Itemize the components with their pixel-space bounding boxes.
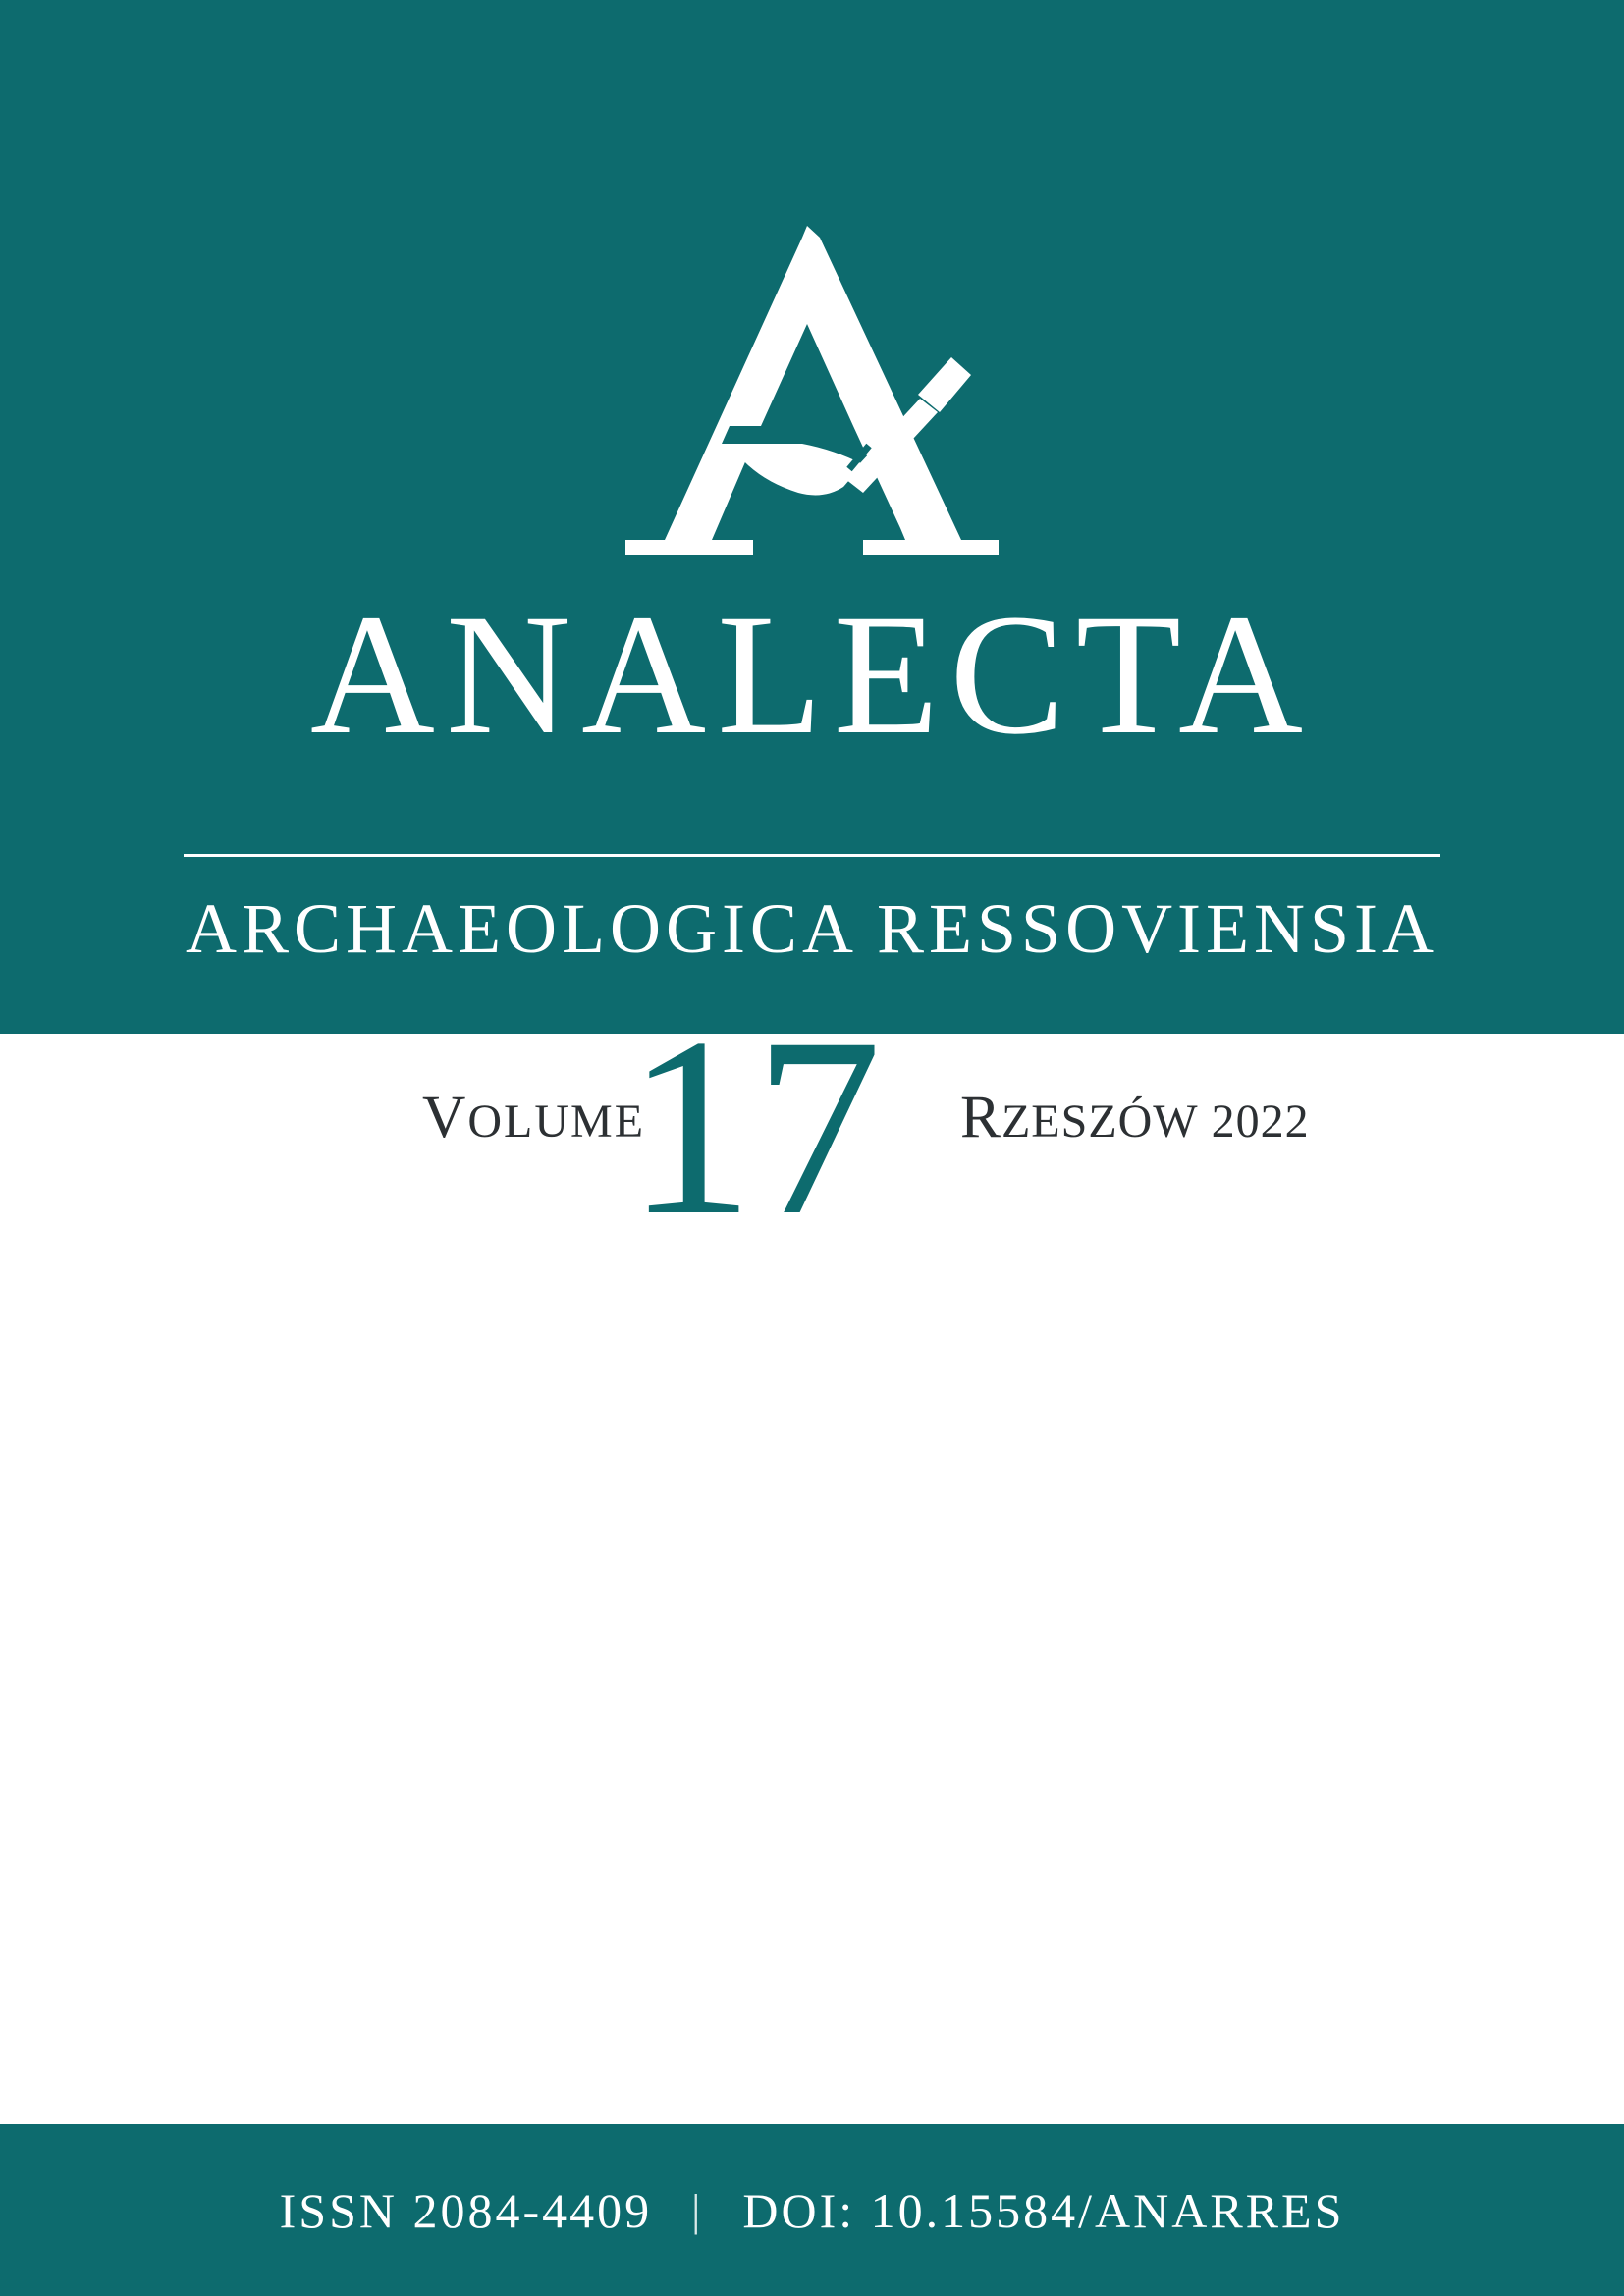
journal-logo	[0, 206, 1624, 599]
issn-text: ISSN 2084-4409	[279, 2182, 653, 2238]
cover-footer-banner	[0, 2124, 1624, 2296]
place-and-year	[960, 1083, 1310, 1152]
journal-subtitle: ARCHAEOLOGICA RESSOVIENSIA	[185, 889, 1439, 968]
volume-label-rest: OLUME	[467, 1095, 646, 1148]
footer-separator: |	[691, 2185, 704, 2235]
journal-title: ANALECTA	[309, 579, 1315, 771]
publication-year: 2022	[1211, 1095, 1310, 1148]
place-initial: R	[960, 1084, 1001, 1150]
doi-text: DOI: 10.15584/ANARRES	[742, 2182, 1345, 2238]
place-rest: ZESZÓW	[1001, 1095, 1199, 1148]
volume-block	[0, 986, 1624, 1315]
letter-a-with-trowel-icon	[606, 216, 1018, 589]
volume-number: 17	[626, 986, 882, 1268]
footer-identifiers	[0, 2124, 1624, 2296]
volume-label	[422, 1083, 645, 1152]
volume-label-initial: V	[422, 1084, 468, 1150]
cover-top-banner	[0, 0, 1624, 1034]
title-divider	[184, 854, 1440, 857]
place-year-space	[1199, 1095, 1212, 1148]
